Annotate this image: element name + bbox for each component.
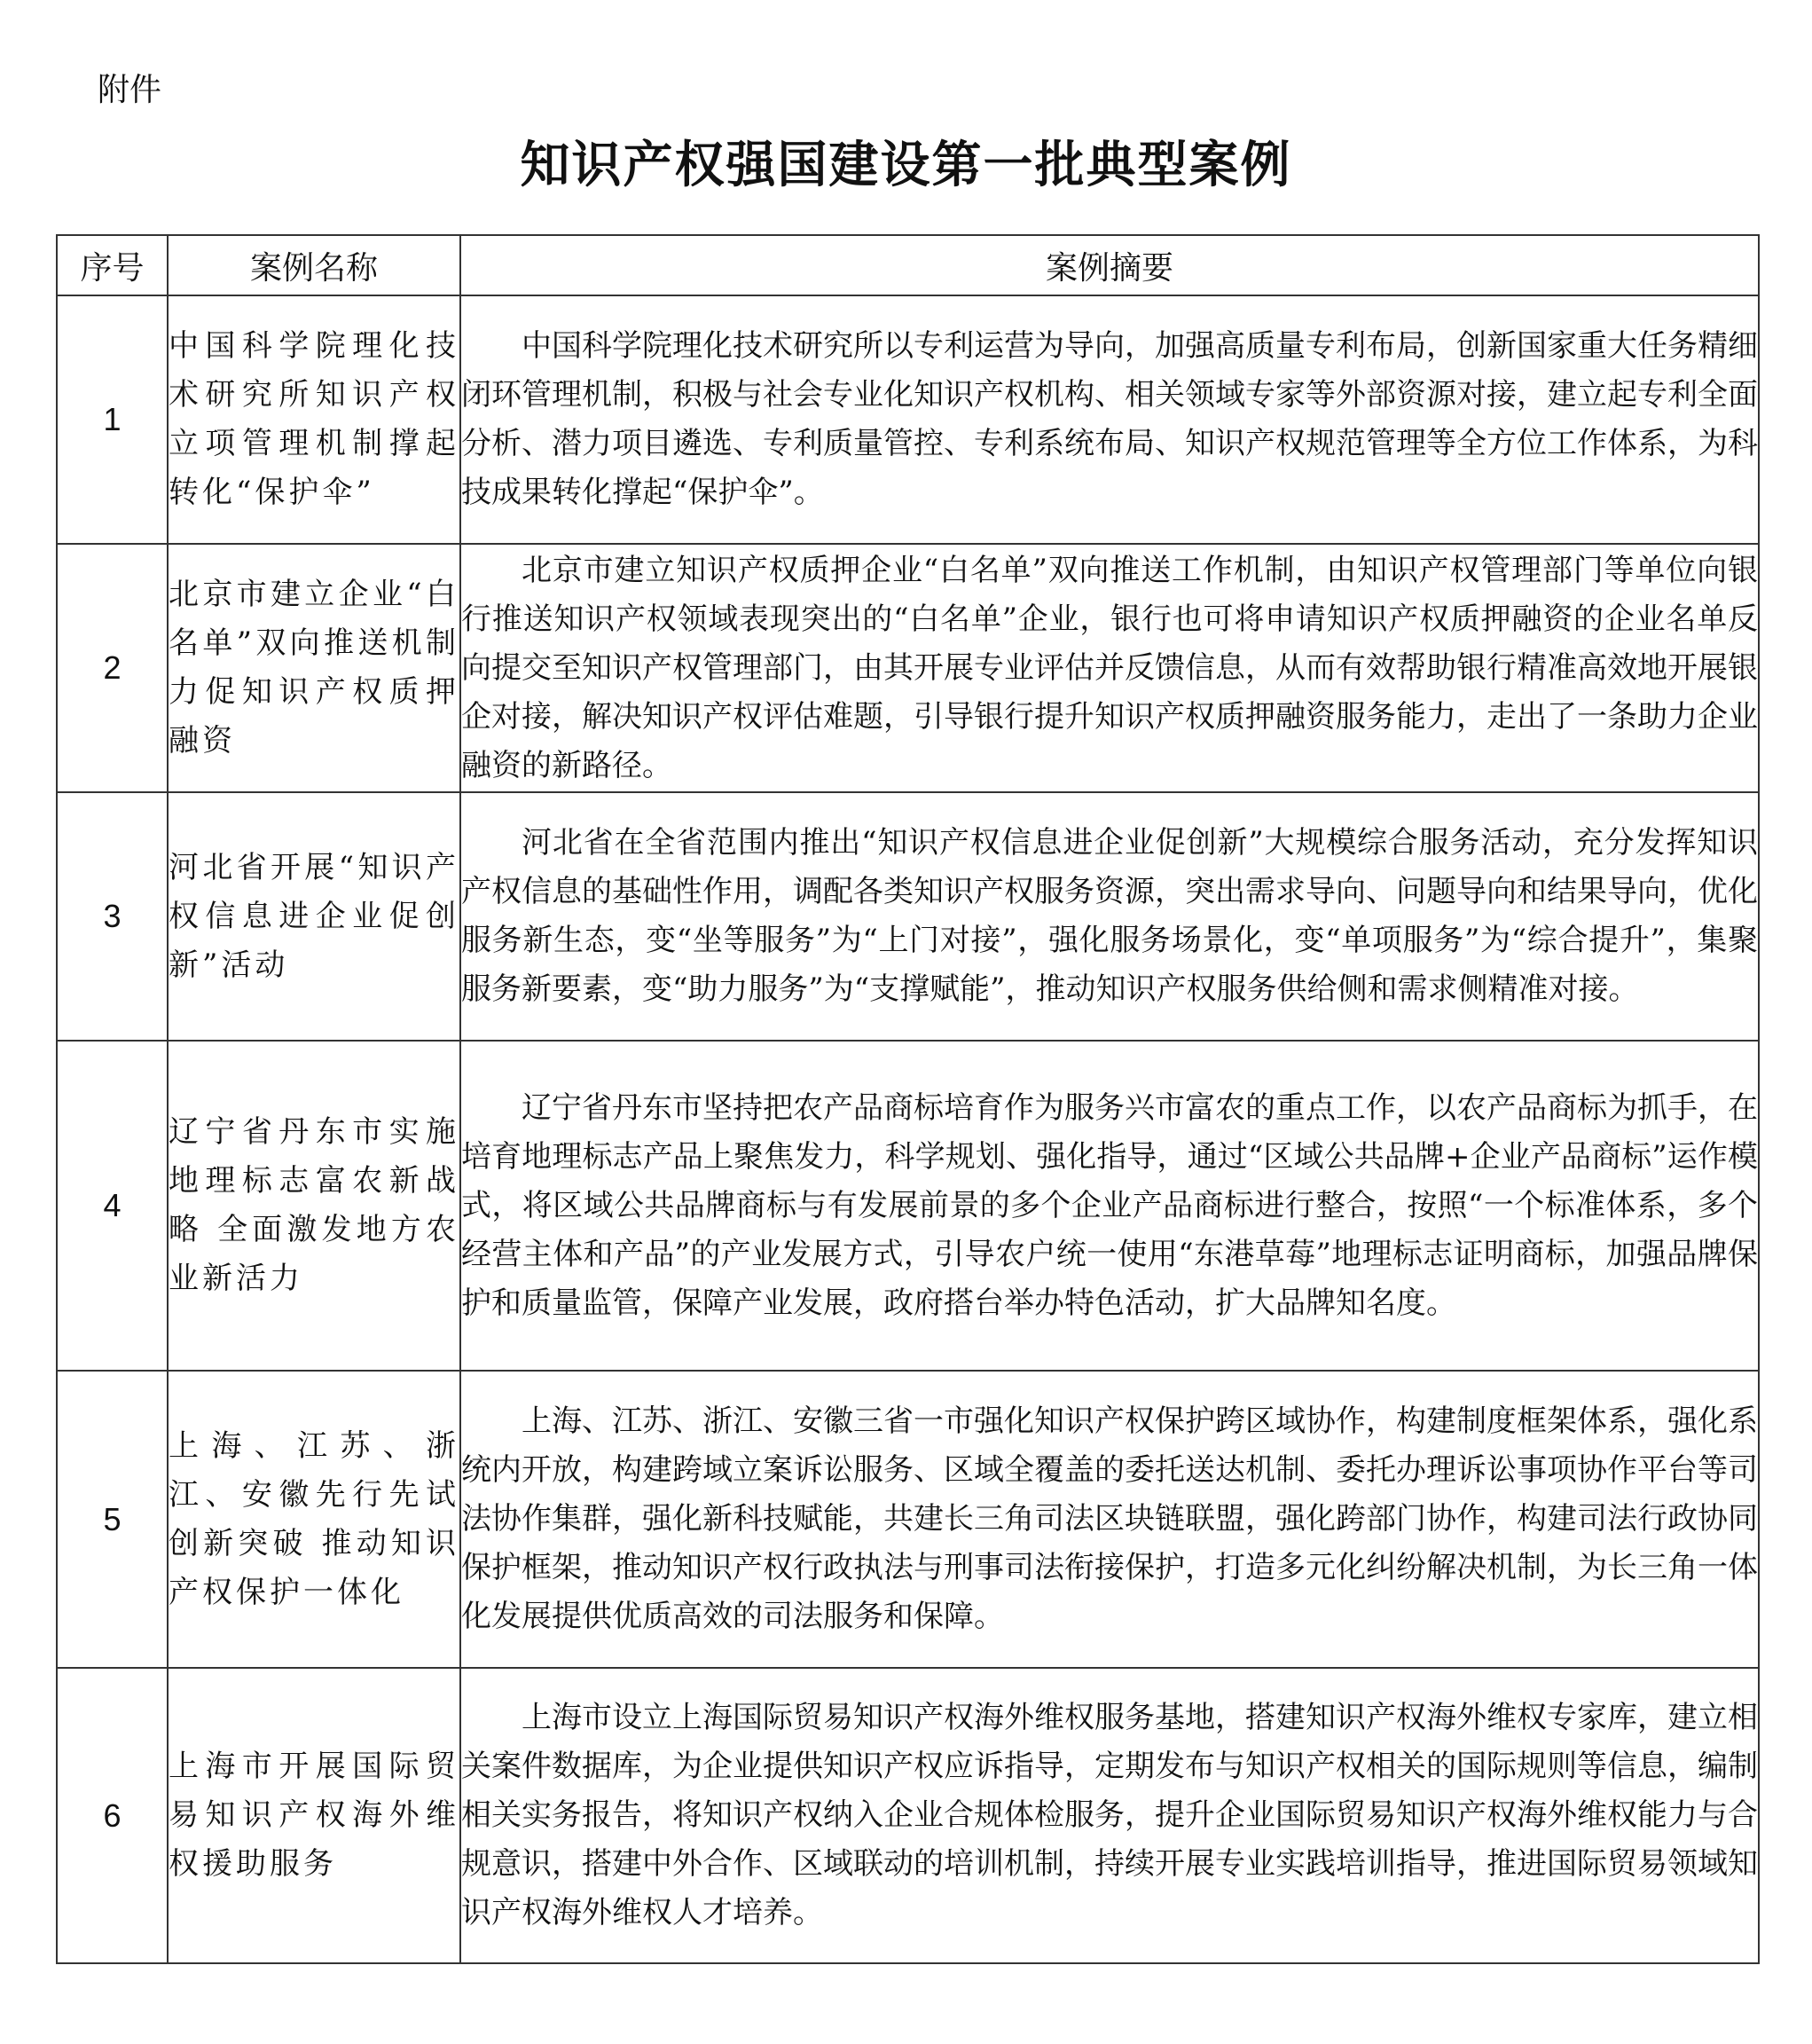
case-summary: 中国科学院理化技术研究所以专利运营为导向，加强高质量专利布局，创新国家重大任务精细闭环管理机制，积极与社会专业化知识产权机构、相关领域专家等外部资源对接，建立起专利全面分析、潜力项目遴选、专利质量管控、专利系统布局、知识产权规范管理等全方位工作体系，为科技成果转化撑起“保护伞”。 <box>460 295 1759 544</box>
case-number: 3 <box>57 792 168 1041</box>
case-name: 河北省开展“知识产权信息进企业促创新”活动 <box>168 792 460 1041</box>
case-name: 北京市建立企业“白名单”双向推送机制 力促知识产权质押融资 <box>168 544 460 792</box>
cases-table <box>56 234 1760 1964</box>
header-summary: 案例摘要 <box>460 235 1759 295</box>
case-number: 6 <box>57 1668 168 1963</box>
case-summary: 北京市建立知识产权质押企业“白名单”双向推送工作机制，由知识产权管理部门等单位向银行推送知识产权领域表现突出的“白名单”企业，银行也可将申请知识产权质押融资的企业名单反向提交至知识产权管理部门，由其开展专业评估并反馈信息，从而有效帮助银行精准高效地开展银企对接，解决知识产权评估难题，引导银行提升知识产权质押融资服务能力，走出了一条助力企业融资的新路径。 <box>460 544 1759 792</box>
case-number: 2 <box>57 544 168 792</box>
table-row <box>57 1668 1759 1963</box>
case-name: 辽宁省丹东市实施地理标志富农新战略 全面激发地方农业新活力 <box>168 1041 460 1371</box>
document-title: 知识产权强国建设第一批典型案例 <box>520 136 1292 194</box>
table-row <box>57 1041 1759 1371</box>
case-number: 5 <box>57 1371 168 1668</box>
table-row <box>57 295 1759 544</box>
header-number: 序号 <box>57 235 168 295</box>
case-summary: 河北省在全省范围内推出“知识产权信息进企业促创新”大规模综合服务活动，充分发挥知识产权信息的基础性作用，调配各类知识产权服务资源，突出需求导向、问题导向和结果导向，优化服务新生态，变“坐等服务”为“上门对接”，强化服务场景化，变“单项服务”为“综合提升”，集聚服务新要素，变“助力服务”为“支撑赋能”，推动知识产权服务供给侧和需求侧精准对接。 <box>460 792 1759 1041</box>
table-row <box>57 792 1759 1041</box>
case-number: 1 <box>57 295 168 544</box>
header-name: 案例名称 <box>168 235 460 295</box>
case-name: 中国科学院理化技术研究所知识产权立项管理机制撑起转化“保护伞” <box>168 295 460 544</box>
case-summary: 上海市设立上海国际贸易知识产权海外维权服务基地，搭建知识产权海外维权专家库，建立相关案件数据库，为企业提供知识产权应诉指导，定期发布与知识产权相关的国际规则等信息，编制相关实务报告，将知识产权纳入企业合规体检服务，提升企业国际贸易知识产权海外维权能力与合规意识，搭建中外合作、区域联动的培训机制，持续开展专业实践培训指导，推进国际贸易领域知识产权海外维权人才培养。 <box>460 1668 1759 1963</box>
case-summary: 上海、江苏、浙江、安徽三省一市强化知识产权保护跨区域协作，构建制度框架体系，强化系统内开放，构建跨域立案诉讼服务、区域全覆盖的委托送达机制、委托办理诉讼事项协作平台等司法协作集群，强化新科技赋能，共建长三角司法区块链联盟，强化跨部门协作，构建司法行政协同保护框架，推动知识产权行政执法与刑事司法衔接保护，打造多元化纠纷解决机制，为长三角一体化发展提供优质高效的司法服务和保障。 <box>460 1371 1759 1668</box>
table-row <box>57 544 1759 792</box>
table-header-row <box>57 235 1759 295</box>
case-number: 4 <box>57 1041 168 1371</box>
attachment-label: 附件 <box>98 72 162 108</box>
table-row <box>57 1371 1759 1668</box>
case-summary: 辽宁省丹东市坚持把农产品商标培育作为服务兴市富农的重点工作，以农产品商标为抓手，在培育地理标志产品上聚焦发力，科学规划、强化指导，通过“区域公共品牌+企业产品商标”运作模式，将区域公共品牌商标与有发展前景的多个企业产品商标进行整合，按照“一个标准体系，多个经营主体和产品”的产业发展方式，引导农户统一使用“东港草莓”地理标志证明商标，加强品牌保护和质量监管，保障产业发展，政府搭台举办特色活动，扩大品牌知名度。 <box>460 1041 1759 1371</box>
case-name: 上海市开展国际贸易知识产权海外维权援助服务 <box>168 1668 460 1963</box>
case-name: 上海、江苏、浙江、安徽先行先试创新突破 推动知识产权保护一体化 <box>168 1371 460 1668</box>
